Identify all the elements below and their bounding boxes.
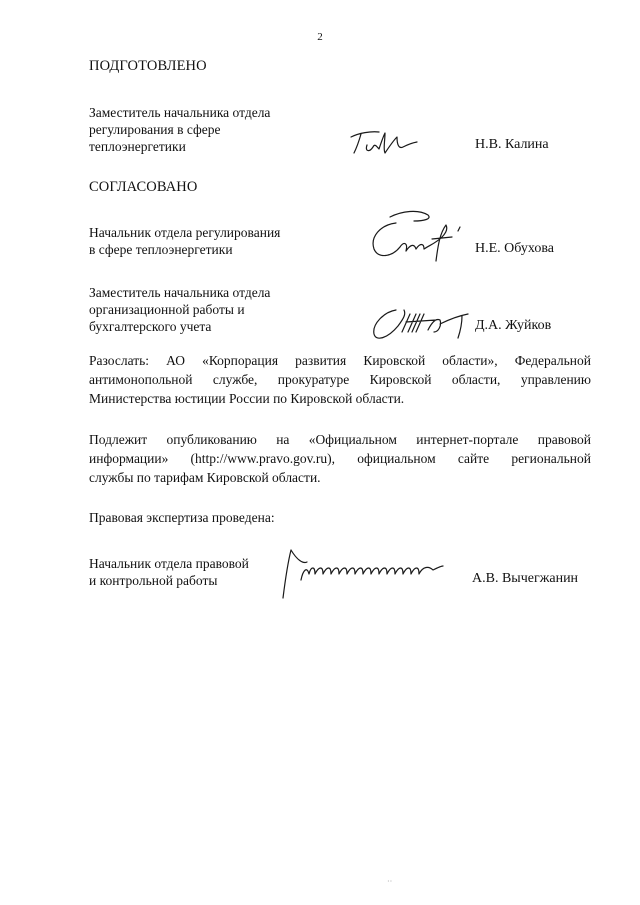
- prepared-name: Н.В. Калина: [475, 137, 549, 152]
- agreed-heading: СОГЛАСОВАНО: [89, 179, 198, 195]
- position-line: Начальник отдела регулирования: [89, 225, 281, 240]
- page-number: 2: [317, 31, 323, 43]
- paragraph-line: Разослать: АО «Корпорация развития Кировской области», Федеральной: [89, 353, 591, 368]
- position-line: Начальник отдела правовой: [89, 556, 249, 571]
- agreed-position-1: [89, 224, 280, 258]
- position-line: в сфере теплоэнергетики: [89, 242, 233, 257]
- paragraph-line: Подлежит опубликованию на «Официальном интернет-портале правовой: [89, 432, 591, 447]
- position-line: бухгалтерского учета: [89, 319, 212, 334]
- paragraph-line: информации» (http://www.pravo.gov.ru), официальном сайте региональной: [89, 451, 591, 466]
- legal-review-text: Правовая экспертиза проведена:: [89, 510, 275, 525]
- position-line: Заместитель начальника отдела: [89, 105, 271, 120]
- legal-review-name: А.В. Вычегжанин: [472, 571, 579, 586]
- signature-obukhova: [362, 203, 472, 265]
- position-line: Заместитель начальника отдела: [89, 285, 271, 300]
- paragraph-line: службы по тарифам Кировской области.: [89, 470, 321, 485]
- paragraph-line: антимонопольной службе, прокуратуре Кировской области, управлению: [89, 372, 591, 387]
- position-line: и контрольной работы: [89, 573, 218, 588]
- position-line: организационной работы и: [89, 302, 245, 317]
- agreed-name-2: Д.А. Жуйков: [475, 318, 552, 333]
- publication-paragraph: [89, 430, 591, 487]
- signature-vychegzhanin: [277, 540, 449, 602]
- prepared-position: [89, 104, 270, 155]
- agreed-name-1: Н.Е. Обухова: [475, 241, 554, 256]
- agreed-position-2: [89, 284, 270, 335]
- scan-artifact: ··: [387, 877, 393, 886]
- signature-kalina: [345, 123, 425, 163]
- legal-review-position: [89, 555, 249, 589]
- paragraph-line: Министерства юстиции России по Кировской области.: [89, 391, 405, 406]
- signature-zhuikov: [366, 302, 476, 344]
- position-line: теплоэнергетики: [89, 139, 186, 154]
- distribution-paragraph: [89, 351, 591, 408]
- position-line: регулирования в сфере: [89, 122, 221, 137]
- prepared-heading: ПОДГОТОВЛЕНО: [89, 58, 207, 74]
